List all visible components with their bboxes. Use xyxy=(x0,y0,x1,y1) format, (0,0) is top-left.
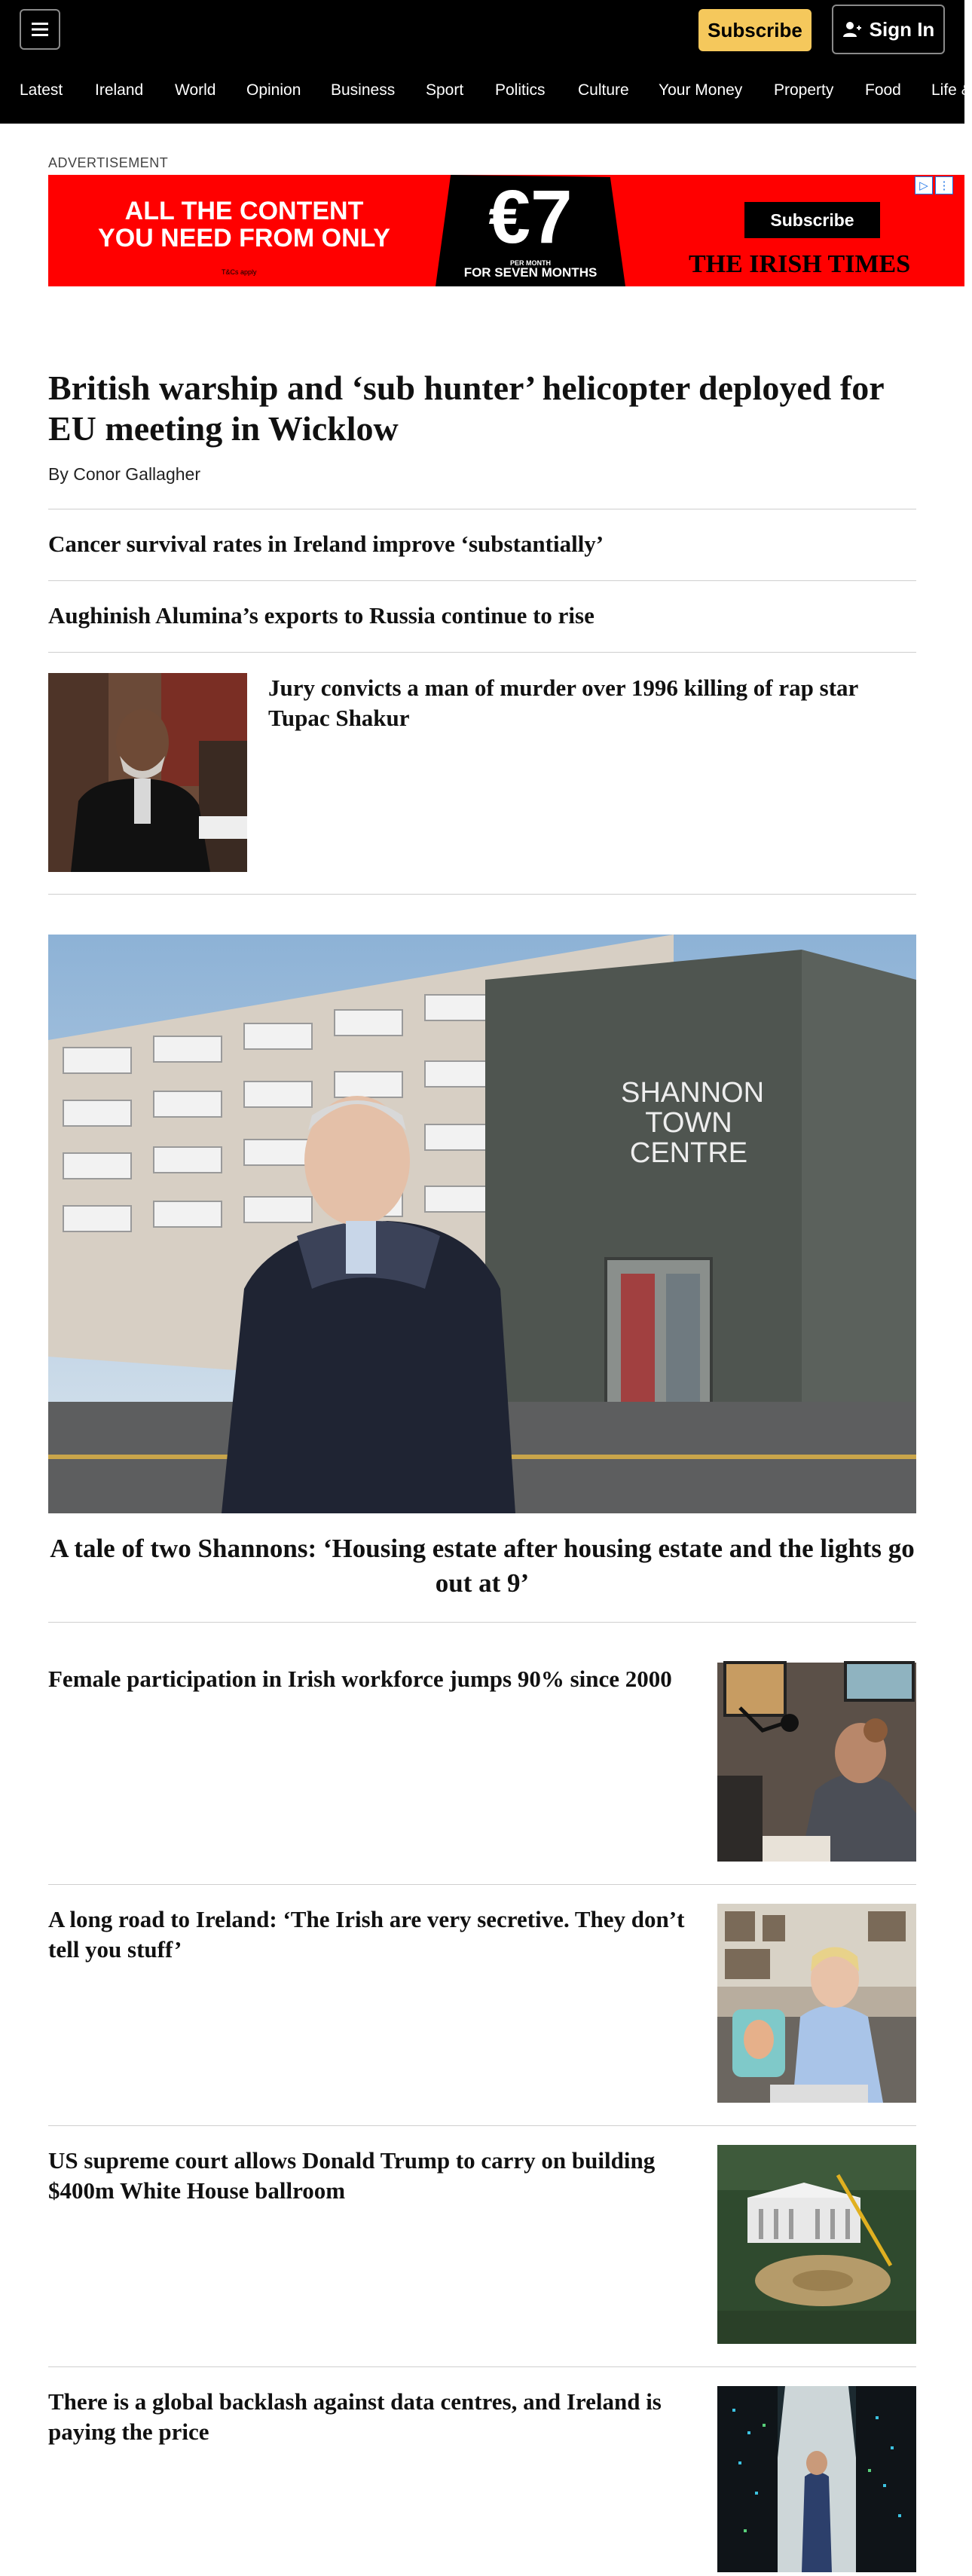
story-headline[interactable]: Cancer survival rates in Ireland improve ‘substantially’ xyxy=(48,531,604,557)
ad-duration: FOR SEVEN MONTHS xyxy=(463,265,598,280)
divider xyxy=(48,580,916,581)
nav-item-sport[interactable]: Sport xyxy=(426,81,464,99)
divider xyxy=(48,1884,916,1885)
divider xyxy=(48,2366,916,2367)
story-thumbnail-white-house[interactable] xyxy=(717,2145,916,2344)
feature-image[interactable] xyxy=(48,935,916,1513)
divider xyxy=(48,1622,916,1623)
lead-byline[interactable]: By Conor Gallagher xyxy=(48,464,200,484)
story-thumbnail-data-centre[interactable] xyxy=(717,2386,916,2572)
section-nav xyxy=(0,78,972,109)
story-headline[interactable]: US supreme court allows Donald Trump to carry on building $400m White House ballroom xyxy=(48,2147,656,2204)
nav-item-latest[interactable]: Latest xyxy=(20,81,63,99)
nav-item-opinion[interactable]: Opinion xyxy=(246,81,301,99)
ad-info-icon[interactable]: ▷ xyxy=(915,176,933,194)
story-headline[interactable]: A long road to Ireland: ‘The Irish are very secretive. They don’t tell you stuff’ xyxy=(48,1906,685,1963)
menu-button[interactable] xyxy=(20,9,60,50)
ad-headline-line1: ALL THE CONTENT xyxy=(124,197,364,225)
lead-headline[interactable]: British warship and ‘sub hunter’ helicopter deployed for EU meeting in Wicklow xyxy=(48,369,884,448)
sign-in-label: Sign In xyxy=(869,17,935,41)
story-thumbnail-workforce[interactable] xyxy=(717,1663,916,1862)
ad-choices[interactable] xyxy=(915,176,953,194)
sign-line2: TOWN xyxy=(645,1107,732,1139)
sign-line3: CENTRE xyxy=(629,1137,748,1169)
nav-item-world[interactable]: World xyxy=(175,81,216,99)
top-bar xyxy=(0,0,972,124)
ad-more-icon[interactable]: ⋮ xyxy=(935,176,953,194)
ad-subscribe-button[interactable]: Subscribe xyxy=(744,202,880,238)
nav-item-property[interactable]: Property xyxy=(774,81,834,99)
ad-headline-line2: YOU NEED FROM ONLY xyxy=(98,224,390,252)
story-headline[interactable]: There is a global backlash against data centres, and Ireland is paying the price xyxy=(48,2388,662,2445)
story-headline[interactable]: Aughinish Alumina’s exports to Russia continue to rise xyxy=(48,602,595,629)
ad-per-month: PER MONTH xyxy=(510,259,551,267)
ad-terms: T&Cs apply xyxy=(222,268,257,276)
story-headline[interactable]: Female participation in Irish workforce jumps 90% since 2000 xyxy=(48,1666,672,1692)
nav-item-politics[interactable]: Politics xyxy=(495,81,546,99)
story-thumbnail-courtroom[interactable] xyxy=(48,673,247,872)
nav-item-life[interactable]: Life & xyxy=(931,81,972,99)
sign-line1: SHANNON xyxy=(621,1077,765,1109)
divider xyxy=(48,894,916,895)
user-add-icon xyxy=(842,20,862,38)
ad-headline xyxy=(48,197,440,252)
sign-in-button[interactable] xyxy=(832,5,945,54)
advertisement-banner[interactable] xyxy=(48,175,964,286)
ad-price: €7 xyxy=(488,175,573,259)
feature-headline[interactable]: A tale of two Shannons: ‘Housing estate after housing estate and the lights go out at 9’ xyxy=(50,1534,915,1598)
divider xyxy=(48,2125,916,2126)
nav-item-culture[interactable]: Culture xyxy=(578,81,629,99)
story-thumbnail-interview[interactable] xyxy=(717,1904,916,2103)
advertisement-label: ADVERTISEMENT xyxy=(48,155,169,170)
story-headline[interactable]: Jury convicts a man of murder over 1996 killing of rap star Tupac Shakur xyxy=(268,675,858,731)
nav-item-ireland[interactable]: Ireland xyxy=(95,81,144,99)
nav-item-your-money[interactable]: Your Money xyxy=(659,81,743,99)
hamburger-icon xyxy=(31,21,49,38)
nav-item-business[interactable]: Business xyxy=(331,81,396,99)
nav-item-food[interactable]: Food xyxy=(865,81,901,99)
shannon-sign xyxy=(621,1077,765,1169)
ad-brand-logo: THE IRISH TIMES xyxy=(689,250,911,278)
subscribe-button[interactable]: Subscribe xyxy=(698,9,812,51)
divider xyxy=(48,652,916,653)
